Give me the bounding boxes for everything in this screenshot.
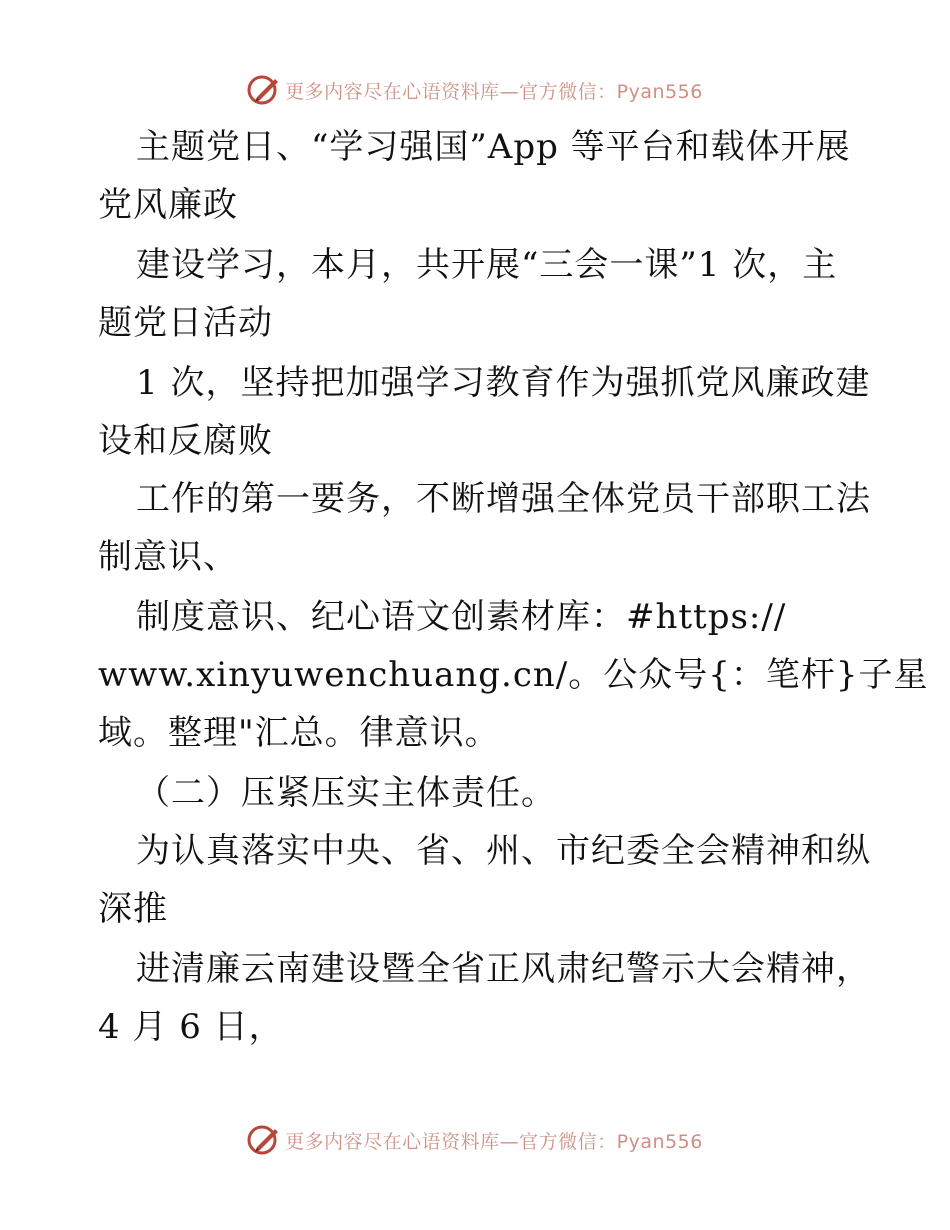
text-line: www.xinyuwenchuang.cn/。公众号{：笔杆}子星 — [98, 655, 929, 695]
pen-logo-icon — [247, 1123, 281, 1157]
text-line: 进清廉云南建设暨全省正风肃纪警示大会精神， — [136, 949, 871, 989]
text-line: 制意识、 — [98, 537, 238, 577]
header-watermark — [0, 70, 950, 110]
text-line: 域。整理"汇总。律意识。 — [98, 713, 500, 753]
text-line: 主题党日、“学习强国”App 等平台和载体开展 — [136, 127, 851, 167]
text-line: 党风廉政 — [98, 185, 238, 225]
text-line: 深推 — [98, 889, 168, 929]
text-line: 题党日活动 — [98, 303, 273, 343]
text-line: 为认真落实中央、省、州、市纪委全会精神和纵 — [136, 831, 871, 871]
text-line: 制度意识、纪心语文创素材库：#https:// — [136, 597, 787, 637]
watermark-text: 更多内容尽在心语资料库—官方微信：Pyan556 — [285, 80, 703, 103]
text-line: 工作的第一要务，不断增强全体党员干部职工法 — [136, 479, 871, 519]
text-line: 设和反腐败 — [98, 421, 273, 461]
watermark-text: 更多内容尽在心语资料库—官方微信：Pyan556 — [285, 1130, 703, 1153]
text-line: 建设学习，本月，共开展“三会一课”1 次，主 — [136, 245, 838, 285]
text-line: 4 月 6 日， — [98, 1007, 284, 1047]
pen-logo-icon — [247, 73, 281, 107]
footer-watermark — [0, 1120, 950, 1160]
section-heading: （二）压紧压实主体责任。 — [136, 773, 556, 813]
text-line: 1 次，坚持把加强学习教育作为强抓党风廉政建 — [136, 363, 871, 403]
